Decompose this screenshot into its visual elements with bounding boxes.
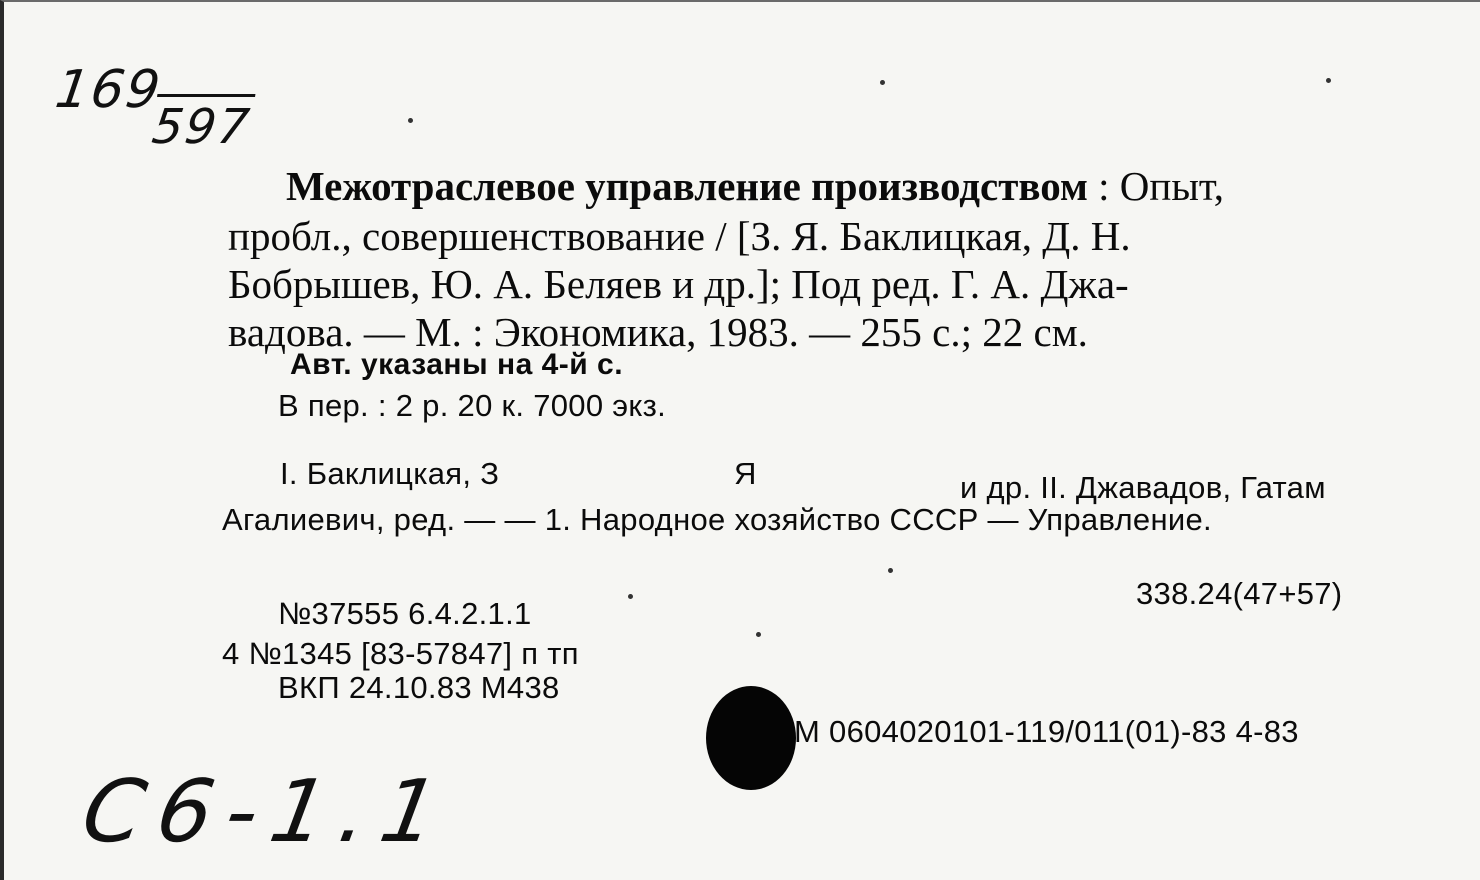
shelfmark-numerator: 169 [51, 60, 166, 120]
title-continuation: : Опыт, [1087, 163, 1224, 209]
publisher-code: М 0604020101-119/011(01)-83 4-83 [794, 714, 1299, 749]
scan-speck [888, 568, 893, 573]
book-title: Межотраслевое управление производством [286, 163, 1088, 209]
handwritten-code: C6-1.1 [75, 762, 460, 862]
subject-heading-line: Агалиевич, ред. — — 1. Народное хозяйство СССР — Управление. [222, 502, 1212, 537]
catalog-line-1: №37555 6.4.2.1.1 [278, 596, 532, 631]
classification-index: 338.24(47+57) [1136, 576, 1343, 611]
authors-note: Авт. указаны на 4-й с. [290, 348, 624, 381]
scan-speck [756, 632, 761, 637]
description-line-2: пробл., совершенствование / [З. Я. Баклицкая, Д. Н. [228, 213, 1131, 259]
catalog-line-3: ВКП 24.10.83 М438 [278, 670, 560, 705]
scan-speck [880, 80, 885, 85]
scan-speck [408, 118, 413, 123]
ink-blot [706, 686, 796, 790]
handwritten-shelfmark [51, 60, 255, 155]
description-line-3: Бобрышев, Ю. А. Беляев и др.]; Под ред. Г. А. Джа- [228, 261, 1129, 307]
scan-speck [628, 594, 633, 599]
catalog-line-2: 4 №1345 [83-57847] п тп [222, 636, 579, 671]
description-line-4: вадова. — М. : Экономика, 1983. — 255 с.; 22 см. [228, 309, 1088, 355]
title-line [286, 162, 1224, 210]
price-line: В пер. : 2 р. 20 к. 7000 экз. [278, 388, 667, 423]
shelfmark-denominator: 597 [149, 94, 255, 155]
scan-speck [1326, 78, 1331, 83]
added-entry-1c: и др. II. Джавадов, Гатам [960, 470, 1326, 505]
added-entry-1a: I. Баклицкая, З [280, 456, 500, 491]
added-entry-1b: Я [734, 456, 757, 491]
